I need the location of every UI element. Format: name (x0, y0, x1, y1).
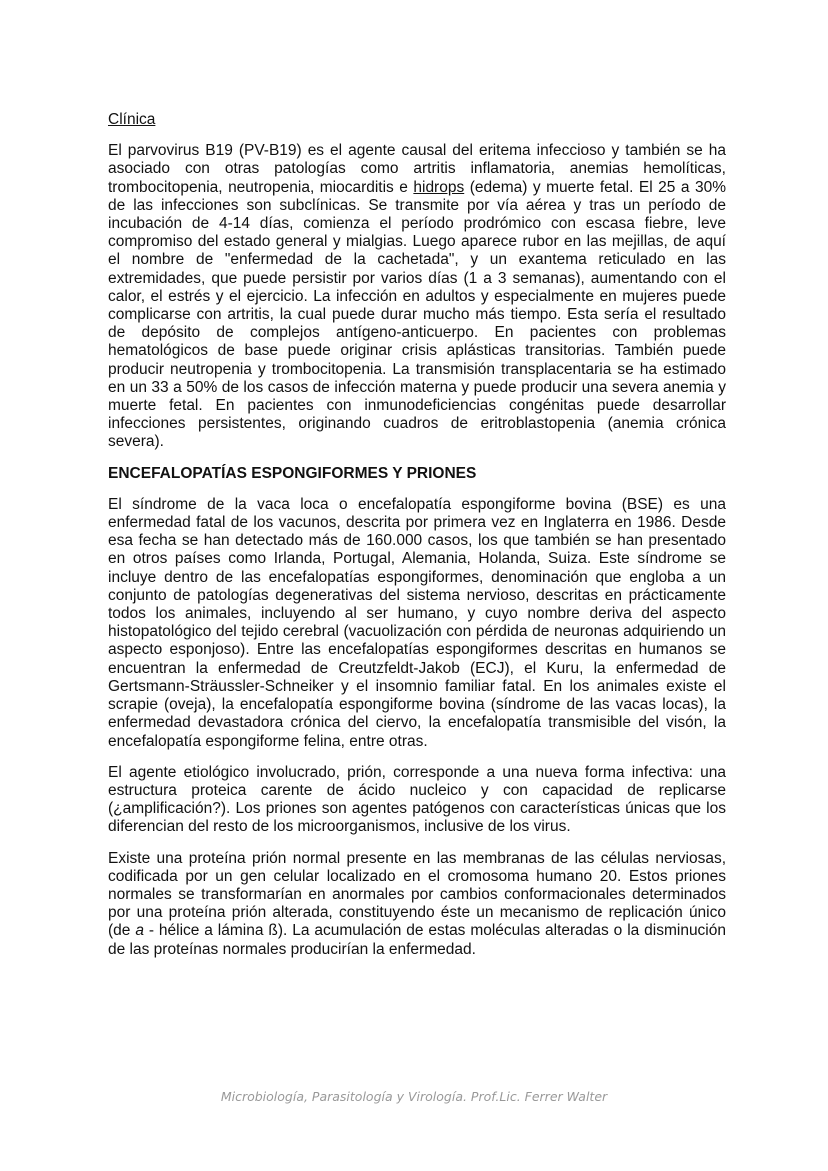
page-footer: Microbiología, Parasitología y Virología. Prof.Lic. Ferrer Walter (220, 1089, 608, 1104)
paragraph-proteina-prion (108, 850, 726, 959)
document-body (108, 111, 726, 972)
paragraph-agente-etiologico: El agente etiológico involucrado, prión, corresponde a una nueva forma infectiva: una estructura proteica carente de ácido nucleico y con capacidad de replicarse (¿amplificación?). Los priones son agentes patógenos con características únicas que los diferencian del resto de los microorganismos, inclusive de los virus. (108, 763, 726, 836)
paragraph-parvovirus (108, 142, 726, 451)
paragraph-text: (edema) y muerte fetal. El 25 a 30% de las infecciones son subclínicas. Se transmite por vía aérea y tras un período de incubación de 4-14 días, comienza el período prodrómico con escasa fiebre, leve compromiso del estado general y mialgias. Luego aparece rubor en las mejillas, de aquí el nombre de "enfermedad de la cachetada", y un exantema reticulado en las extremidades, que puede persistir por varios días (1 a 3 semanas), aumentando con el calor, el estrés y el ejercicio. La infección en adultos y especialmente en mujeres puede complicarse con artritis, la cual puede durar mucho más tiempo. Esta sería el resultado de depósito de complejos antígeno-anticuerpo. En pacientes con problemas hematológicos de base puede originar crisis aplásticas transitorias. También puede producir neutropenia y trombocitopenia. La transmisión transplacentaria se ha estimado en un 33 a 50% de los casos de infección materna y puede producir una severa anemia y muerte fetal. En pacientes con inmunodeficiencias congénitas puede desarrollar infecciones persistentes, originando cuadros de eritroblastopenia (anemia crónica severa). (108, 178, 726, 451)
paragraph-text: Existe una proteína prión normal presente en las membranas de las células nerviosas, codificada por un gen celular localizado en el cromosoma humano 20. Estos priones normales se transformarían en anormales por cambios conformacionales determinados por una proteína prión alterada, constituyendo éste un mecanismo de replicación único (de (108, 849, 726, 940)
paragraph-text: - hélice a lámina ß). La acumulación de estas moléculas alteradas o la disminución de las proteínas normales producirían la enfermedad. (108, 922, 726, 958)
alpha-symbol: a (135, 922, 144, 940)
hidrops-link[interactable]: hidrops (413, 178, 465, 196)
clinica-heading: Clínica (108, 111, 156, 128)
paragraph-text: El parvovirus B19 (PV-B19) es el agente causal del eritema infeccioso y también se ha asociado con otras patologías como artritis inflamatoria, anemias hemolíticas, trombocitopenia, neutropenia, miocarditis e (108, 142, 726, 196)
paragraph-vaca-loca: El síndrome de la vaca loca o encefalopatía espongiforme bovina (BSE) es una enfermedad fatal de los vacunos, descrita por primera vez en Inglaterra en 1986. Desde esa fecha se han detectado más de 160.000 casos, los que también se han presentado en otros países como Irlanda, Portugal, Alemania, Holanda, Suiza. Este síndrome se incluye dentro de las encefalopatías espongiformes, denominación que engloba a un conjunto de patologías degenerativas del sistema nervioso, descritas en prácticamente todos los animales, incluyendo al ser humano, y cuyo nombre deriva del aspecto histopatológico del tejido cerebral (vacuolización con pérdida de neuronas adquiriendo un aspecto esponjoso). Entre las encefalopatías espongiformes descritas en humanos se encuentran la enfermedad de Creutzfeldt-Jakob (ECJ), el Kuru, la enfermedad de Gertsmann-Sträussler-Schneiker y el insomnio familiar fatal. En los animales existe el scrapie (oveja), la encefalopatía espongiforme bovina (síndrome de las vacas locas), la enfermedad devastadora crónica del ciervo, la encefalopatía transmisible del visón, la encefalopatía espongiforme felina, entre otras. (108, 495, 726, 750)
section-title: ENCEFALOPATÍAS ESPONGIFORMES Y PRIONES (108, 464, 477, 482)
